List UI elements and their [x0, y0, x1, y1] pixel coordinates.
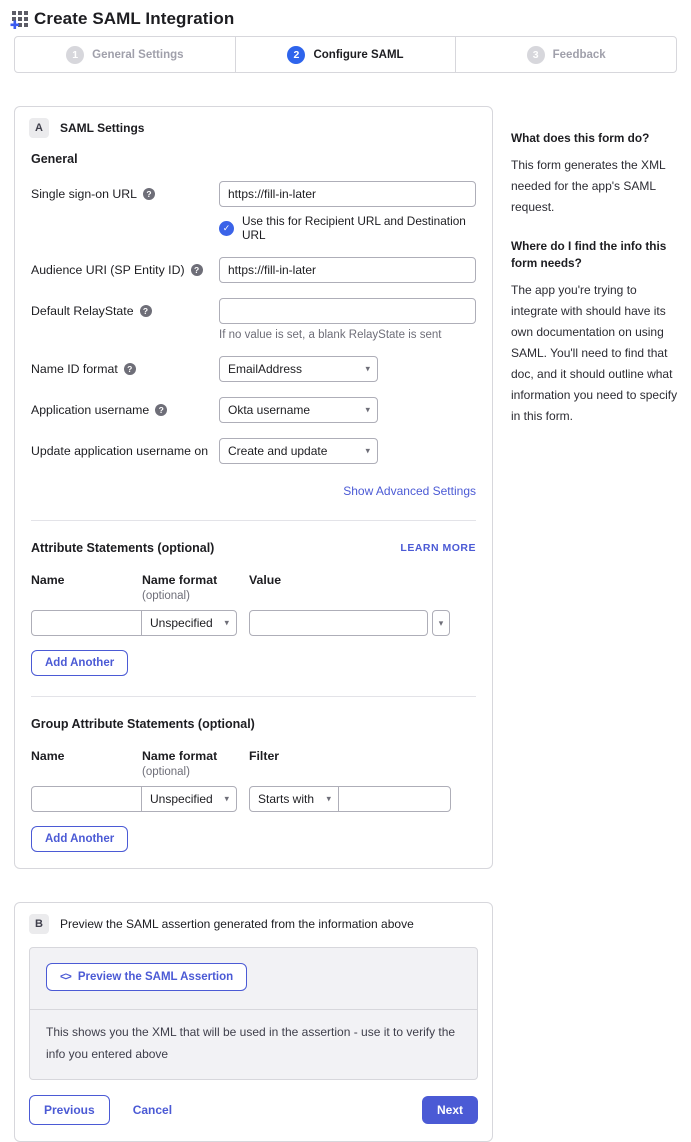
- group-filter-header: Filter: [249, 749, 280, 763]
- help-icon[interactable]: ?: [143, 188, 155, 200]
- add-another-attribute-button[interactable]: Add Another: [31, 650, 128, 676]
- attr-name-header: Name: [31, 573, 65, 587]
- group-attribute-statements-heading: Group Attribute Statements (optional): [31, 717, 255, 731]
- relay-state-helper: If no value is set, a blank RelayState is sent: [219, 329, 442, 341]
- relay-state-input[interactable]: [219, 298, 476, 324]
- attribute-statements-column-headers: [31, 573, 476, 602]
- attr-name-input[interactable]: [31, 610, 142, 636]
- step-general-settings[interactable]: [15, 37, 235, 72]
- relay-state-label-wrap: [31, 298, 219, 341]
- relay-state-label: Default RelayState: [31, 304, 134, 318]
- sidebar-body-1: This form generates the XML needed for the app's SAML request.: [511, 157, 666, 214]
- checkbox-checked-icon[interactable]: ✓: [219, 221, 234, 236]
- step-feedback[interactable]: [455, 37, 676, 72]
- attr-name-format-header: Name format: [142, 573, 218, 587]
- cancel-link[interactable]: Cancel: [132, 1103, 173, 1118]
- section-divider: [31, 520, 476, 521]
- chevron-down-icon: ▾: [224, 793, 229, 804]
- step-label: Feedback: [552, 48, 606, 61]
- attr-name-format-value: Unspecified: [150, 616, 213, 630]
- show-advanced-settings-link[interactable]: Show Advanced Settings: [343, 484, 476, 498]
- update-username-value: Create and update: [228, 444, 328, 458]
- step-number-badge: 2: [287, 46, 305, 64]
- chevron-down-icon: ▾: [365, 445, 370, 456]
- group-name-header: Name: [31, 749, 65, 763]
- name-id-format-field: [31, 356, 476, 382]
- step-label: Configure SAML: [313, 48, 404, 61]
- preview-button-label: Preview the SAML Assertion: [77, 971, 234, 983]
- group-name-format-select[interactable]: [141, 786, 237, 812]
- name-id-format-select[interactable]: [219, 356, 378, 382]
- sso-url-input[interactable]: [219, 181, 476, 207]
- sidebar-heading-1: What does this form do?: [511, 131, 650, 145]
- sso-url-field: [31, 181, 476, 242]
- wizard-footer: [15, 1080, 492, 1141]
- page-header: [0, 0, 691, 29]
- wizard-steps: [14, 36, 677, 73]
- recipient-url-checkbox-label: Use this for Recipient URL and Destination URL: [242, 214, 466, 242]
- attr-name-format-note: (optional): [142, 590, 190, 602]
- group-name-format-note: (optional): [142, 766, 190, 778]
- code-icon: <>: [60, 971, 71, 983]
- group-name-input[interactable]: [31, 786, 142, 812]
- recipient-url-checkbox-row[interactable]: [219, 214, 476, 242]
- help-icon[interactable]: ?: [155, 404, 167, 416]
- relay-state-field: [31, 298, 476, 341]
- panel-a-badge: A: [29, 118, 49, 138]
- group-attribute-column-headers: [31, 749, 476, 778]
- sso-url-label-wrap: [31, 181, 219, 242]
- chevron-down-icon: ▾: [326, 793, 331, 804]
- name-id-format-value: EmailAddress: [228, 362, 303, 376]
- next-button[interactable]: Next: [422, 1096, 478, 1124]
- group-name-format-header: Name format: [142, 749, 218, 763]
- help-sidebar: [493, 106, 691, 447]
- audience-uri-input[interactable]: [219, 257, 476, 283]
- app-username-label-wrap: [31, 397, 219, 423]
- attr-value-dropdown-button[interactable]: [432, 610, 450, 636]
- saml-settings-title: SAML Settings: [60, 121, 145, 135]
- group-filter-type-value: Starts with: [258, 792, 315, 806]
- chevron-down-icon: ▾: [365, 363, 370, 374]
- name-id-format-label: Name ID format: [31, 362, 118, 376]
- preview-panel-header: [15, 903, 492, 938]
- preview-box: [29, 947, 478, 1080]
- attr-name-format-select[interactable]: [141, 610, 237, 636]
- audience-uri-label-wrap: [31, 257, 219, 283]
- add-application-grid-icon: [10, 9, 30, 29]
- chevron-down-icon: ▾: [224, 617, 229, 628]
- section-divider: [31, 696, 476, 697]
- sidebar-heading-2: Where do I find the info this form needs?: [511, 238, 667, 271]
- preview-panel-title: Preview the SAML assertion generated from the information above: [60, 917, 414, 931]
- app-username-field: [31, 397, 476, 423]
- chevron-down-icon: ▾: [365, 404, 370, 415]
- help-icon[interactable]: ?: [124, 363, 136, 375]
- step-configure-saml[interactable]: [235, 37, 456, 72]
- attr-value-header: Value: [249, 573, 282, 587]
- page-title: Create SAML Integration: [34, 9, 235, 28]
- name-id-format-label-wrap: [31, 356, 219, 382]
- audience-uri-label: Audience URI (SP Entity ID): [31, 263, 185, 277]
- preview-saml-assertion-button[interactable]: [46, 963, 247, 991]
- learn-more-link[interactable]: LEARN MORE: [400, 542, 476, 554]
- update-username-select[interactable]: [219, 438, 378, 464]
- step-number-badge: 3: [527, 46, 545, 64]
- main-content: [0, 106, 691, 1142]
- add-another-group-attribute-button[interactable]: Add Another: [31, 826, 128, 852]
- step-label: General Settings: [92, 48, 184, 61]
- app-username-value: Okta username: [228, 403, 311, 417]
- group-attribute-statement-row: [31, 786, 476, 812]
- attr-value-input[interactable]: [249, 610, 428, 636]
- audience-uri-field: [31, 257, 476, 283]
- app-username-select[interactable]: [219, 397, 378, 423]
- help-icon[interactable]: ?: [191, 264, 203, 276]
- form-column: [14, 106, 493, 1142]
- preview-panel: [14, 902, 493, 1142]
- update-username-field: [31, 438, 476, 464]
- step-number-badge: 1: [66, 46, 84, 64]
- general-section-heading: General: [31, 152, 78, 166]
- help-icon[interactable]: ?: [140, 305, 152, 317]
- group-filter-value-input[interactable]: [338, 786, 451, 812]
- app-username-label: Application username: [31, 403, 150, 417]
- saml-settings-panel-header: [15, 107, 492, 142]
- chevron-down-icon: ▾: [438, 617, 444, 628]
- panel-b-badge: B: [29, 914, 49, 934]
- attribute-statement-row: [31, 610, 476, 636]
- group-filter-type-select[interactable]: [249, 786, 339, 812]
- update-username-label: Update application username on: [31, 444, 209, 458]
- sidebar-body-2: The app you're trying to integrate with should have its own documentation on using SAML. You'll need to find that doc, and it should outline what information you need to specify in this form.: [511, 283, 678, 424]
- attribute-statements-heading: Attribute Statements (optional): [31, 541, 215, 555]
- update-username-label-wrap: [31, 438, 219, 464]
- preview-description: This shows you the XML that will be used in the assertion - use it to verify the info you entered above: [46, 1025, 456, 1061]
- saml-settings-panel: [14, 106, 493, 869]
- group-name-format-value: Unspecified: [150, 792, 213, 806]
- sso-url-label: Single sign-on URL: [31, 187, 137, 201]
- previous-button[interactable]: Previous: [29, 1095, 110, 1125]
